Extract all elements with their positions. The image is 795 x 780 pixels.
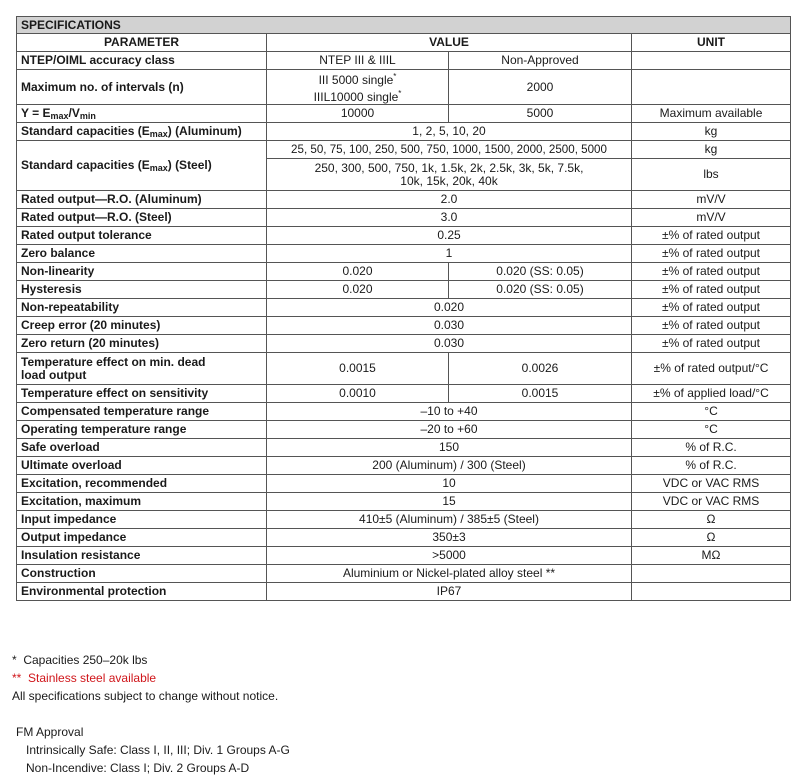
param-value: 200 (Aluminum) / 300 (Steel): [267, 457, 632, 475]
table-row: [17, 529, 791, 547]
table-row: [17, 227, 791, 245]
label-part: ) (Steel): [167, 158, 212, 172]
param-value: 0.030: [267, 335, 632, 353]
table-row: [17, 493, 791, 511]
param-value: 3.0: [267, 209, 632, 227]
table-row: [17, 299, 791, 317]
param-label: [17, 353, 267, 385]
param-unit: [632, 583, 791, 601]
fm-approval-title: FM Approval: [16, 725, 84, 739]
table-row: [17, 457, 791, 475]
param-value: 350±3: [267, 529, 632, 547]
param-unit: kg: [632, 123, 791, 141]
param-value: –10 to +40: [267, 403, 632, 421]
param-value: 0.0015: [449, 385, 632, 403]
param-value: 0.020: [267, 299, 632, 317]
label-part: Standard capacities (E: [21, 158, 150, 172]
header-unit: UNIT: [632, 34, 791, 52]
param-label: Input impedance: [17, 511, 267, 529]
param-label: Output impedance: [17, 529, 267, 547]
table-row: [17, 141, 791, 159]
param-unit: [632, 70, 791, 105]
param-unit: ±% of rated output: [632, 263, 791, 281]
param-label: Temperature effect on sensitivity: [17, 385, 267, 403]
param-value: 2000: [449, 70, 632, 105]
table-row: [17, 335, 791, 353]
footnotes: [12, 651, 278, 705]
label-part: Y = E: [21, 106, 51, 120]
table-title: SPECIFICATIONS: [17, 17, 791, 34]
param-label: Creep error (20 minutes): [17, 317, 267, 335]
label-subscript: max: [149, 129, 168, 139]
param-value: [267, 159, 632, 191]
param-unit: Ω: [632, 511, 791, 529]
param-label: Zero balance: [17, 245, 267, 263]
param-unit: ±% of rated output: [632, 281, 791, 299]
table-row: [17, 353, 791, 385]
param-unit: °C: [632, 403, 791, 421]
param-value: 25, 50, 75, 100, 250, 500, 750, 1000, 1500, 2000, 2500, 5000: [267, 141, 632, 159]
param-label: Ultimate overload: [17, 457, 267, 475]
footnote-mark: **: [12, 671, 22, 685]
header-value: VALUE: [267, 34, 632, 52]
param-value: IP67: [267, 583, 632, 601]
param-value: Non-Approved: [449, 52, 632, 70]
table-row: [17, 263, 791, 281]
table-row: [17, 439, 791, 457]
param-label: Environmental protection: [17, 583, 267, 601]
param-label: [17, 141, 267, 191]
param-value: 10: [267, 475, 632, 493]
param-unit: VDC or VAC RMS: [632, 475, 791, 493]
param-unit: ±% of rated output: [632, 245, 791, 263]
param-value: 1, 2, 5, 10, 20: [267, 123, 632, 141]
table-row: [17, 421, 791, 439]
param-unit: ±% of rated output: [632, 317, 791, 335]
param-label: Hysteresis: [17, 281, 267, 299]
footnote-mark: *: [398, 89, 402, 98]
param-label: Operating temperature range: [17, 421, 267, 439]
param-value: 0.020: [267, 263, 449, 281]
param-value: 0.0010: [267, 385, 449, 403]
param-unit: mV/V: [632, 209, 791, 227]
param-value: 0.0015: [267, 353, 449, 385]
table-row: [17, 123, 791, 141]
param-unit: °C: [632, 421, 791, 439]
param-value: >5000: [267, 547, 632, 565]
param-label: [17, 123, 267, 141]
param-unit: [632, 52, 791, 70]
param-unit: ±% of rated output: [632, 335, 791, 353]
param-unit: Maximum available: [632, 105, 791, 123]
param-value: 0.020 (SS: 0.05): [449, 263, 632, 281]
table-row: [17, 565, 791, 583]
table-row: [17, 511, 791, 529]
param-value: [267, 70, 449, 105]
param-value: Aluminium or Nickel-plated alloy steel **: [267, 565, 632, 583]
table-row: [17, 547, 791, 565]
param-value: 15: [267, 493, 632, 511]
label-part: ) (Aluminum): [167, 124, 242, 138]
param-value: 150: [267, 439, 632, 457]
fm-approval-line: Non-Incendive: Class I; Div. 2 Groups A-D: [26, 761, 250, 775]
value-line: 10k, 15k, 20k, 40k: [400, 173, 498, 188]
specifications-sheet: [16, 16, 790, 601]
fm-approval: [16, 723, 290, 777]
table-row: [17, 191, 791, 209]
value-line: IIIL10000 single: [313, 90, 399, 104]
value-line: 250, 300, 500, 750, 1k, 1.5k, 2k, 2.5k, 3k, 5k, 7.5k,: [314, 160, 584, 175]
param-label: Excitation, maximum: [17, 493, 267, 511]
param-label: [17, 105, 267, 123]
param-unit: Ω: [632, 529, 791, 547]
title-row: [17, 17, 791, 34]
param-value: 410±5 (Aluminum) / 385±5 (Steel): [267, 511, 632, 529]
label-subscript: max: [149, 163, 168, 173]
table-row: [17, 245, 791, 263]
table-row: [17, 70, 791, 105]
param-label: Maximum no. of intervals (n): [17, 70, 267, 105]
param-label: Non-repeatability: [17, 299, 267, 317]
param-unit: ±% of rated output/°C: [632, 353, 791, 385]
param-unit: ±% of applied load/°C: [632, 385, 791, 403]
footnote-mark: *: [393, 72, 397, 81]
param-unit: mV/V: [632, 191, 791, 209]
param-label: Rated output tolerance: [17, 227, 267, 245]
label-subscript: min: [79, 111, 96, 121]
param-label: Rated output—R.O. (Steel): [17, 209, 267, 227]
param-value: –20 to +60: [267, 421, 632, 439]
specifications-table: [16, 16, 791, 601]
param-label: Compensated temperature range: [17, 403, 267, 421]
footnote-text: Capacities 250–20k lbs: [23, 653, 148, 667]
fm-approval-line: Intrinsically Safe: Class I, II, III; Div. 1 Groups A-G: [26, 743, 290, 757]
table-row: [17, 209, 791, 227]
param-value: 2.0: [267, 191, 632, 209]
label-subscript: max: [50, 111, 69, 121]
param-unit: VDC or VAC RMS: [632, 493, 791, 511]
param-label: Zero return (20 minutes): [17, 335, 267, 353]
footnote-capacities: [12, 651, 278, 669]
param-unit: % of R.C.: [632, 457, 791, 475]
param-label: Non-linearity: [17, 263, 267, 281]
table-row: [17, 403, 791, 421]
param-label: Excitation, recommended: [17, 475, 267, 493]
param-value: 0.030: [267, 317, 632, 335]
footnote-stainless: [12, 669, 278, 687]
param-label: Safe overload: [17, 439, 267, 457]
label-line: Temperature effect on min. dead: [21, 354, 206, 369]
param-value: 0.0026: [449, 353, 632, 385]
param-value: 0.25: [267, 227, 632, 245]
disclaimer: All specifications subject to change without notice.: [12, 689, 279, 703]
table-row: [17, 475, 791, 493]
param-label: Insulation resistance: [17, 547, 267, 565]
header-row: [17, 34, 791, 52]
param-value: 5000: [449, 105, 632, 123]
table-row: [17, 317, 791, 335]
footnote-text: Stainless steel available: [28, 671, 157, 685]
footnote-mark: *: [12, 653, 17, 667]
param-value: 1: [267, 245, 632, 263]
param-unit: % of R.C.: [632, 439, 791, 457]
param-value: 10000: [267, 105, 449, 123]
param-unit: kg: [632, 141, 791, 159]
param-label: NTEP/OIML accuracy class: [17, 52, 267, 70]
label-part: /V: [68, 106, 80, 120]
param-value: NTEP III & IIIL: [267, 52, 449, 70]
table-row: [17, 105, 791, 123]
label-line: load output: [21, 367, 87, 382]
table-row: [17, 52, 791, 70]
table-row: [17, 583, 791, 601]
header-parameter: PARAMETER: [17, 34, 267, 52]
param-value: 0.020 (SS: 0.05): [449, 281, 632, 299]
param-unit: [632, 565, 791, 583]
label-part: Standard capacities (E: [21, 124, 150, 138]
value-line: III 5000 single: [318, 73, 394, 87]
param-label: Rated output—R.O. (Aluminum): [17, 191, 267, 209]
param-unit: lbs: [632, 159, 791, 191]
param-unit: ±% of rated output: [632, 299, 791, 317]
table-row: [17, 281, 791, 299]
param-unit: ±% of rated output: [632, 227, 791, 245]
param-value: 0.020: [267, 281, 449, 299]
table-row: [17, 385, 791, 403]
param-label: Construction: [17, 565, 267, 583]
param-unit: MΩ: [632, 547, 791, 565]
